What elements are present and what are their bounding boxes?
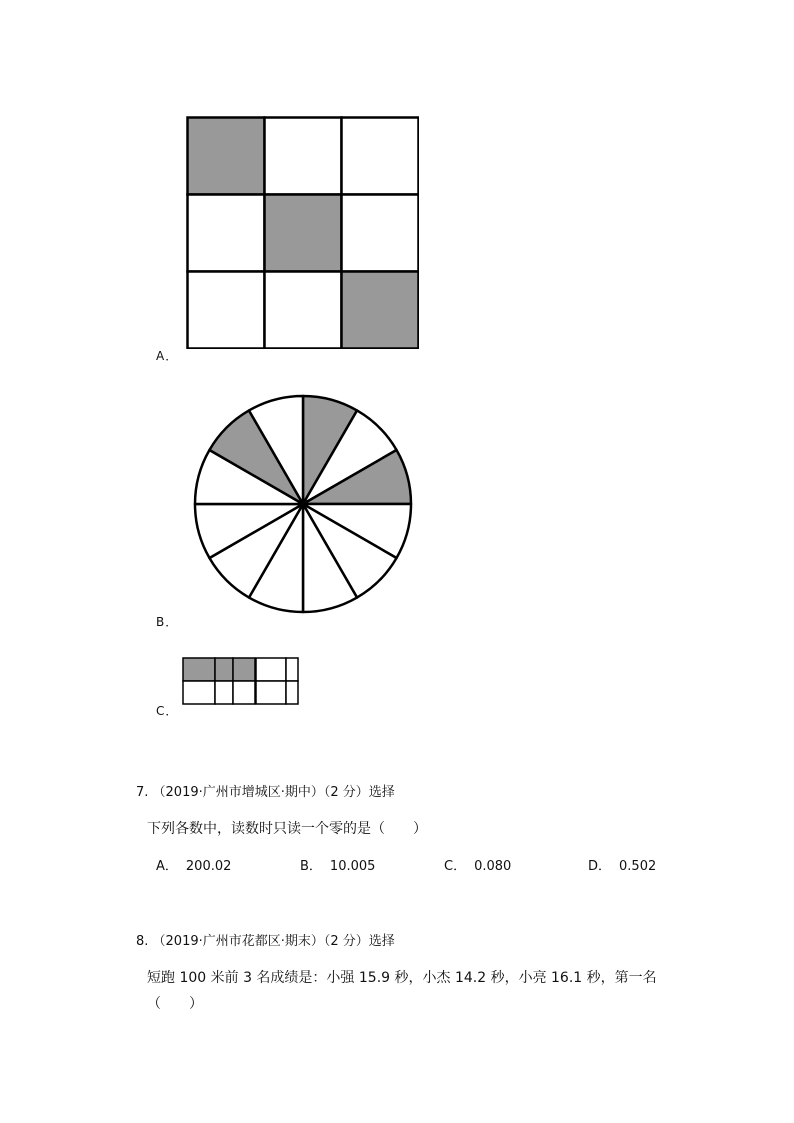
option-c-label: C．	[156, 704, 179, 718]
grid-cell	[265, 272, 342, 349]
grid-cell-shaded	[342, 272, 419, 349]
question-8-stem-line1: 短跑 100 米前 3 名成绩是：小强 15.9 秒，小杰 14.2 秒，小亮 16.1 秒，第一名	[147, 970, 657, 986]
strip-cell	[183, 681, 215, 704]
grid-cell	[342, 118, 419, 195]
grid-cell	[188, 195, 265, 272]
option-c-figure	[182, 657, 300, 705]
grid-cell	[342, 195, 419, 272]
strip-cell	[256, 658, 286, 681]
choice-letter: A．	[156, 859, 178, 874]
option-b-label: B．	[156, 615, 179, 629]
circle-sectors-figure	[192, 393, 414, 615]
choice-letter: D．	[588, 859, 612, 874]
q7-choice-d[interactable]	[588, 855, 656, 874]
choice-letter: B．	[300, 859, 322, 874]
choice-value: 0.080	[474, 859, 512, 874]
strip-cell-shaded	[183, 658, 215, 681]
strip-cell	[286, 658, 298, 681]
q7-choice-a[interactable]	[156, 855, 231, 874]
option-a-figure	[186, 116, 419, 349]
question-7-header: 7. （2019·广州市增城区·期中）（2 分）选择	[136, 785, 395, 800]
grid-cell	[188, 272, 265, 349]
strip-cell-shaded	[215, 658, 233, 681]
grid-cell-shaded	[265, 195, 342, 272]
strip-cell-shaded	[233, 658, 255, 681]
grid-cell-shaded	[188, 118, 265, 195]
question-8-header: 8. （2019·广州市花都区·期末）（2 分）选择	[136, 934, 395, 949]
choice-value: 0.502	[619, 859, 657, 874]
choice-value: 200.02	[185, 859, 232, 874]
q7-choice-c[interactable]	[444, 855, 511, 874]
strip-cell	[256, 681, 286, 704]
question-8-stem-line2: （ ）	[147, 996, 203, 1012]
grid-3x3-figure	[186, 116, 419, 349]
question-7-stem: 下列各数中，读数时只读一个零的是（ ）	[147, 821, 427, 837]
strip-cell	[233, 681, 255, 704]
strip-cell	[286, 681, 298, 704]
choice-value: 10.005	[329, 859, 376, 874]
option-b-figure	[192, 393, 414, 615]
choice-letter: C．	[444, 859, 467, 874]
option-a-label: A．	[156, 349, 179, 363]
grid-cell	[265, 118, 342, 195]
strip-cell	[215, 681, 233, 704]
fraction-strip-figure	[182, 657, 300, 705]
q7-choice-b[interactable]	[300, 855, 375, 874]
